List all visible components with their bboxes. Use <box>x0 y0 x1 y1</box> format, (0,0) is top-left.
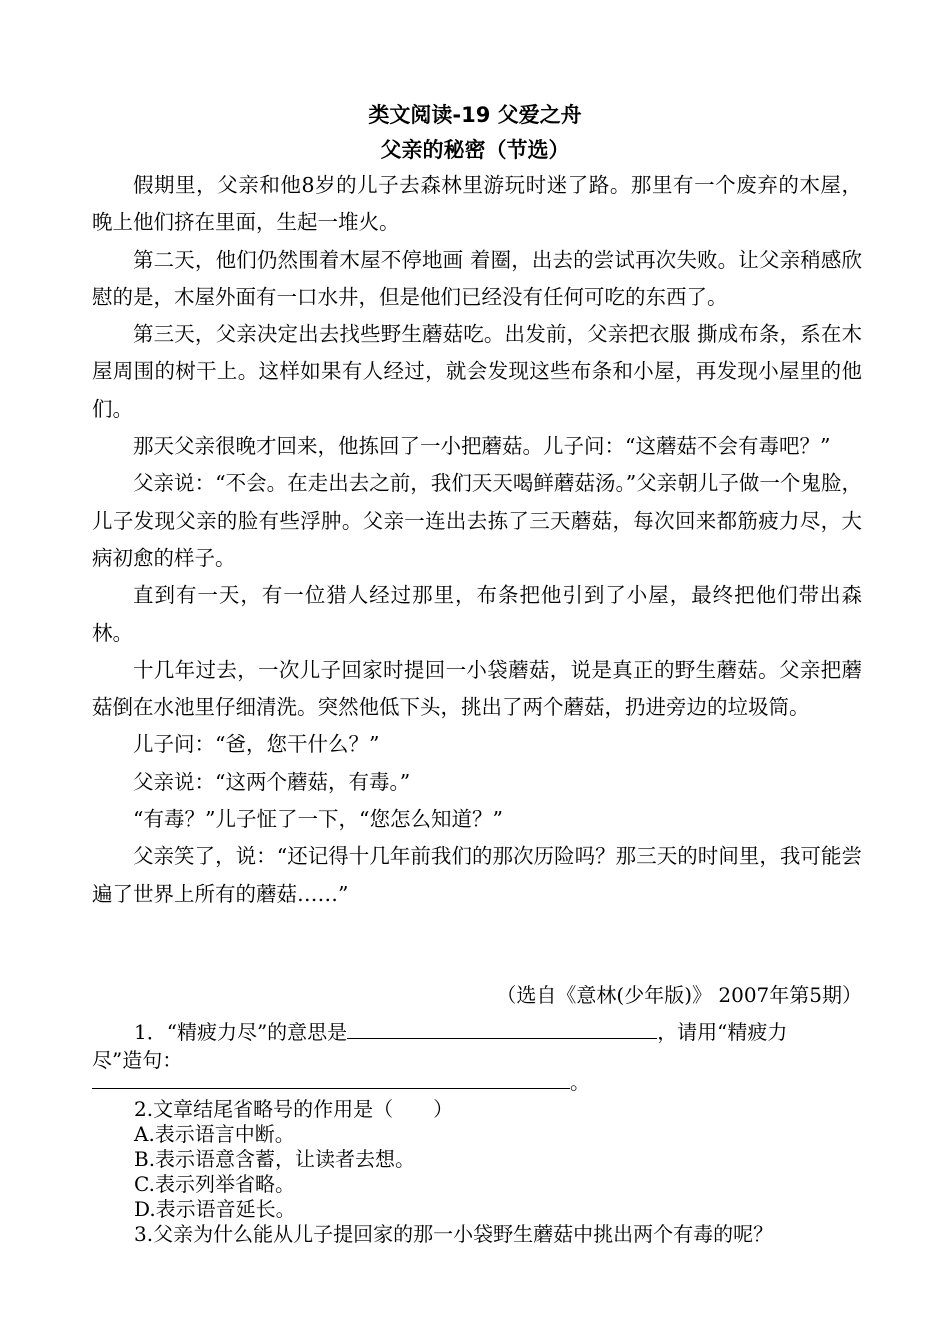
option-b: B.表示语意含蓄，让读者去想。 <box>134 1147 416 1171</box>
paragraph: 直到有一天，有一位猎人经过那里，布条把他引到了小屋，最终把他们带出森林。 <box>92 583 862 645</box>
paragraph: 第三天，父亲决定出去找些野生蘑菇吃。出发前，父亲把衣服 撕成布条，系在木屋周围的树干上。这样如果有人经过，就会发现这些布条和小屋，再发现小屋里的他们。 <box>92 322 862 421</box>
option-d: D.表示语音延长。 <box>134 1197 296 1221</box>
paragraph: 第二天，他们仍然围着木屋不停地画 着圈，出去的尝试再次失败。让父亲稍感欣慰的是，木屋外面有一口水井，但是他们已经没有任何可吃的东西了。 <box>92 247 862 309</box>
question-1-end: 。 <box>570 1070 590 1094</box>
paragraph: “有毒？”儿子怔了一下，“您怎么知道？” <box>133 807 503 832</box>
answer-blank-sentence[interactable] <box>92 1068 570 1089</box>
question-1-line2: 尽”造句： <box>92 1048 183 1072</box>
paragraph: 儿子问：“爸，您干什么？” <box>133 732 380 757</box>
source-citation: （选自《意林(少年版)》 2007年第5期） <box>496 983 862 1007</box>
paragraph: 假期里，父亲和他8岁的儿子去森林里游玩时迷了路。那里有一个废弃的木屋，晚上他们挤在里面，生起一堆火。 <box>92 173 862 235</box>
question-1-middle: ，请用“精疲力 <box>657 1020 788 1044</box>
answer-blank-meaning[interactable] <box>347 1018 657 1039</box>
question-1-line3 <box>92 1066 590 1095</box>
paragraph: 父亲说：“不会。在走出去之前，我们天天喝鲜蘑菇汤。”父亲朝儿子做一个鬼脸，儿子发现父亲的脸有些浮肿。父亲一连出去拣了三天蘑菇，每次回来都筋疲力尽，大病初愈的样子。 <box>92 471 862 570</box>
paragraph: 父亲笑了，说：“还记得十几年前我们的那次历险吗？那三天的时间里，我可能尝遍了世界上所有的蘑菇……” <box>92 844 862 906</box>
question-1-prefix: 1．“精疲力尽”的意思是 <box>134 1020 348 1044</box>
page-title: 类文阅读-19 父爱之舟 <box>368 103 582 127</box>
question-3-stem: 3.父亲为什么能从儿子提回家的那一小袋野生蘑菇中挑出两个有毒的呢？ <box>134 1222 774 1246</box>
article-title: 父亲的秘密（节选） <box>380 138 570 162</box>
paragraph: 父亲说：“这两个蘑菇，有毒。” <box>133 769 411 794</box>
option-c: C.表示列举省略。 <box>134 1172 295 1196</box>
paragraph: 十几年过去，一次儿子回家时提回一小袋蘑菇，说是真正的野生蘑菇。父亲把蘑菇倒在水池里仔细清洗。突然他低下头，挑出了两个蘑菇，扔进旁边的垃圾筒。 <box>92 657 862 720</box>
question-2-stem: 2.文章结尾省略号的作用是（ ） <box>134 1097 454 1121</box>
question-1 <box>134 1016 787 1045</box>
paragraph: 那天父亲很晚才回来，他拣回了一小把蘑菇。儿子问：“这蘑菇不会有毒吧？” <box>133 434 831 459</box>
option-a: A.表示语言中断。 <box>134 1122 295 1146</box>
article-body <box>92 167 862 913</box>
